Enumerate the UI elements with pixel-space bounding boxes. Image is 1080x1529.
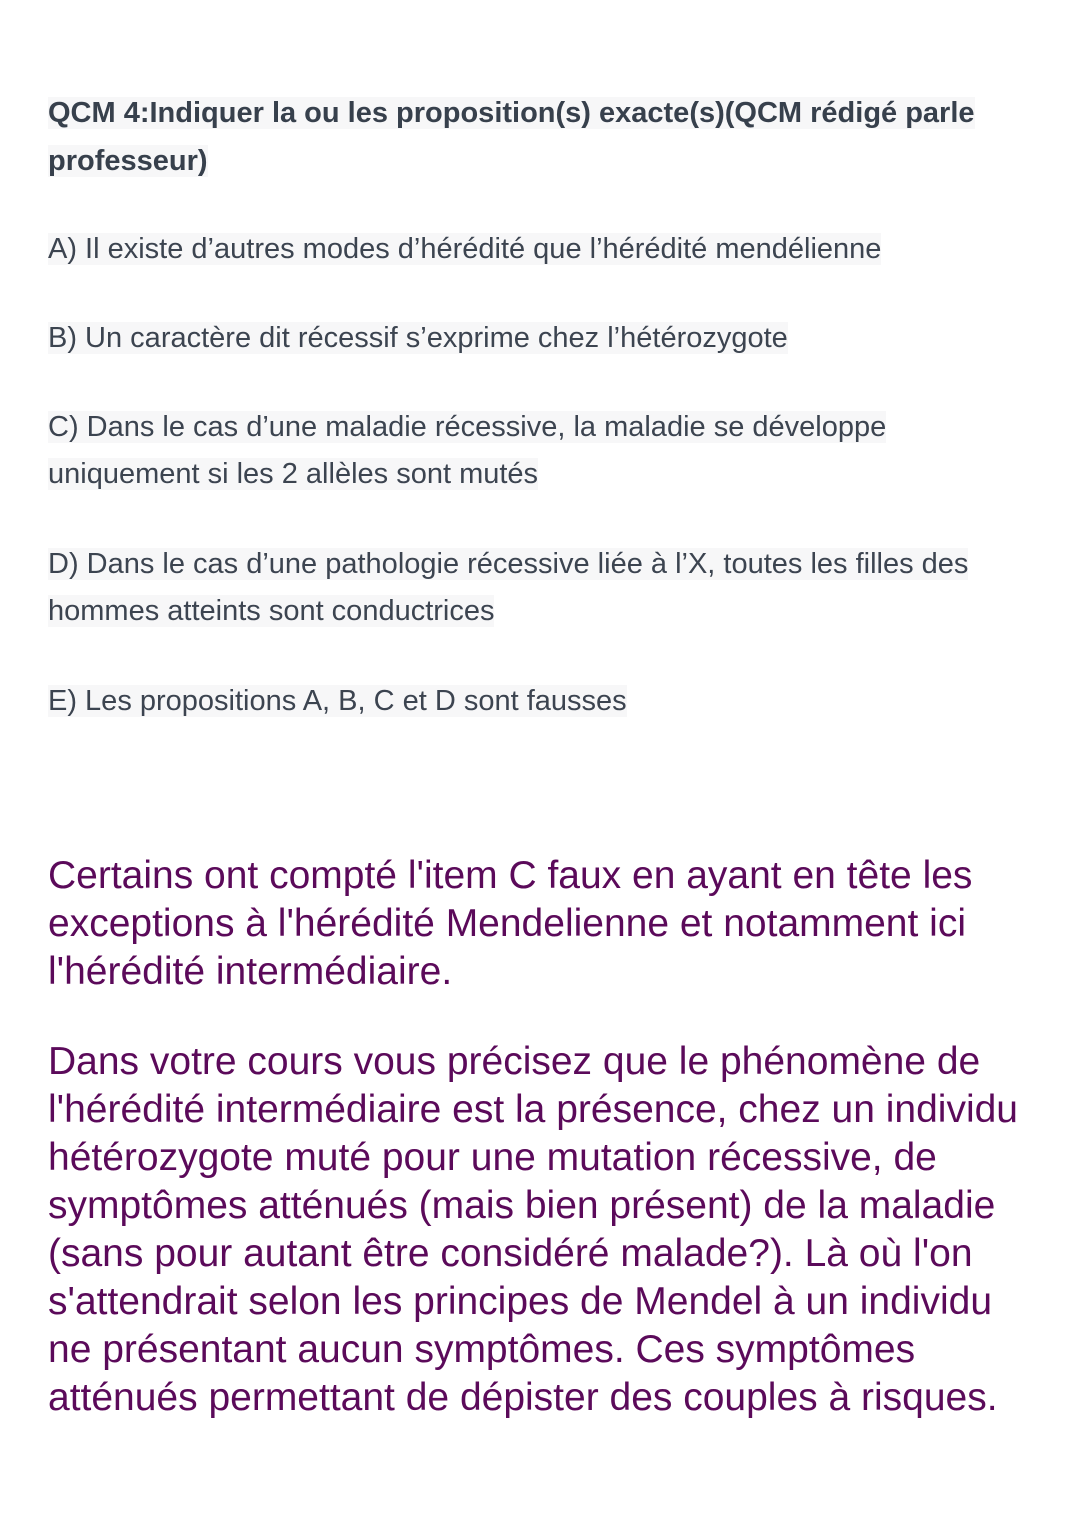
option-c: [48, 404, 978, 498]
option-c-text: C) Dans le cas d’une maladie récessive, la maladie se développe uniquement si les 2 allèles sont mutés: [48, 411, 887, 490]
comment-paragraph-1: Certains ont compté l'item C faux en ayant en tête les exceptions à l'hérédité Mendelienne et notamment ici l'hérédité intermédiaire.: [48, 854, 973, 993]
question-title-text: QCM 4:Indiquer la ou les proposition(s) exacte(s)(QCM rédigé parle professeur): [48, 97, 975, 177]
option-a-text: A) Il existe d’autres modes d’hérédité que l’hérédité mendélienne: [48, 233, 882, 265]
question-title: [48, 89, 1038, 185]
option-d: [48, 541, 1038, 635]
option-b: [48, 315, 1038, 362]
option-b-text: B) Un caractère dit récessif s’exprime chez l’hétérozygote: [48, 322, 788, 354]
option-a: [48, 226, 1038, 273]
option-e-text: E) Les propositions A, B, C et D sont fausses: [48, 685, 627, 717]
option-e: [48, 678, 1038, 725]
comment-paragraph-2: Dans votre cours vous précisez que le phénomène de l'hérédité intermédiaire est la présence, chez un individu hétérozygote muté pour une mutation récessive, de symptômes atténués (mais bien présent) de la maladie (sans pour autant être considéré malade?). Là où l'on s'attendrait selon les principes de Mendel à un individu ne présentant aucun symptômes. Ces symptômes atténués permettant de dépister des couples à risques.: [48, 1040, 1018, 1419]
option-d-text: D) Dans le cas d’une pathologie récessive liée à l’X, toutes les filles des hommes atteints sont conductrices: [48, 548, 969, 627]
